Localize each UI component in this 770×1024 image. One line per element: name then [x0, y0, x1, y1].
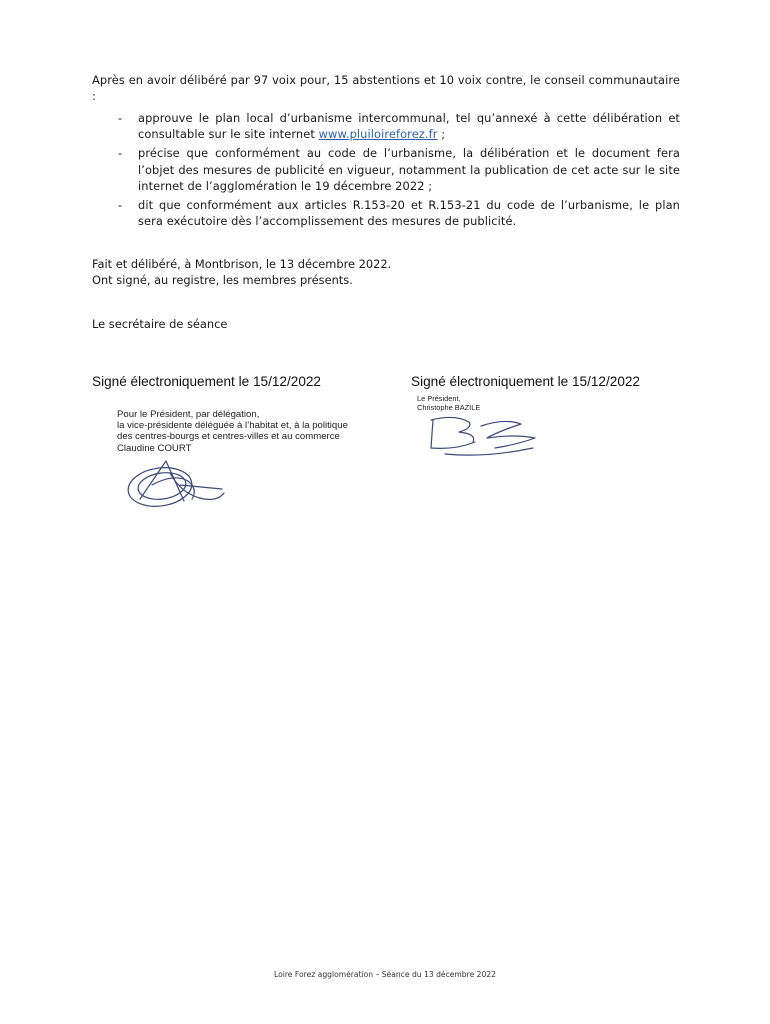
- right-signatory-stamp: [417, 394, 480, 412]
- right-stamp-name: Christophe BAZILE: [417, 403, 481, 412]
- left-signatory-stamp: [117, 409, 348, 454]
- decision-approve-text: approuve le plan local d’urbanisme intercommunal, tel qu’annexé à cette délibération et consultable sur le site internet: [138, 111, 680, 142]
- decision-publicity-text: précise que conformément au code de l’urbanisme, la délibération et le document fera l’objet des mesures de publicité en vigueur, notamment la publication de cet acte sur le site internet de l’agglomération le 19 décembre 2022 ;: [138, 146, 680, 193]
- decision-enforceable: [92, 197, 680, 229]
- handwritten-signature-court: [122, 455, 228, 511]
- left-stamp-name: Claudine COURT: [117, 442, 192, 454]
- plui-website-link[interactable]: www.pluiloireforez.fr: [318, 127, 438, 142]
- handwritten-signature-bazile: [425, 412, 543, 460]
- decision-approve-end: ;: [437, 127, 446, 142]
- decision-list: [92, 110, 680, 232]
- decision-enforceable-text: dit que conformément aux articles R.153-20 et R.153-21 du code de l’urbanisme, le plan sera exécutoire dès l’accomplissement des mesures de publicité.: [138, 198, 680, 229]
- right-signature-heading: Signé électroniquement le 15/12/2022: [411, 374, 640, 389]
- bullet-dash: -: [118, 111, 123, 125]
- left-signature-heading: Signé électroniquement le 15/12/2022: [92, 374, 321, 389]
- closing-block: [92, 256, 391, 288]
- vote-paragraph: Après en avoir délibéré par 97 voix pour, 15 abstentions et 10 voix contre, le conseil communautaire :: [92, 73, 680, 104]
- left-stamp-line: des centres-bourgs et centres-villes et au commerce: [117, 431, 340, 443]
- page-footer: Loire Forez agglomération – Séance du 13 décembre 2022: [274, 970, 496, 979]
- decision-publicity: [92, 145, 680, 194]
- bullet-dash: -: [118, 146, 123, 161]
- right-stamp-line: Le Président,: [417, 394, 461, 403]
- left-stamp-line: la vice-présidente déléguée à l’habitat et, à la politique: [117, 420, 348, 432]
- bullet-dash: -: [118, 198, 123, 213]
- decision-approve: [92, 110, 680, 142]
- closing-signed-line: Ont signé, au registre, les membres présents.: [92, 273, 353, 288]
- secretary-label: Le secrétaire de séance: [92, 317, 228, 331]
- left-stamp-line: Pour le Président, par délégation,: [117, 409, 260, 420]
- closing-date-line: Fait et délibéré, à Montbrison, le 13 décembre 2022.: [92, 257, 392, 271]
